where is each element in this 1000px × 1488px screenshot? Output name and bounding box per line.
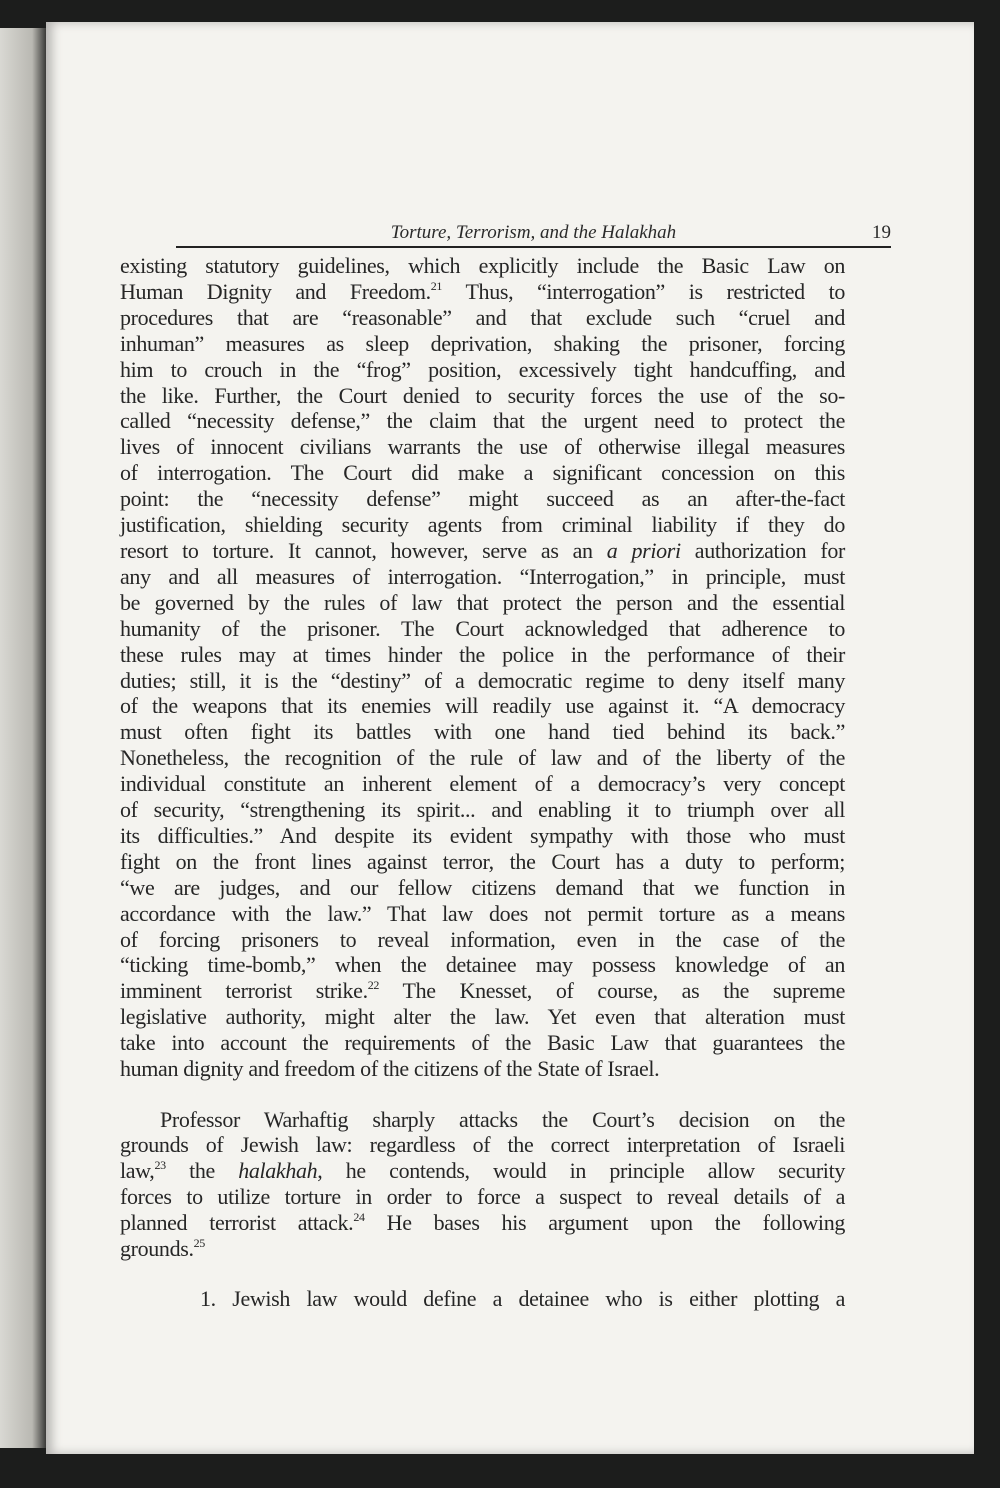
- text-run: Professor Warhaftig sharply attacks the Court’s decision on the: [160, 1106, 845, 1132]
- text-run: grounds of Jewish law: regardless of the correct interpretation of Israeli: [120, 1132, 845, 1158]
- text-run: its difficulties.” And despite its evident sympathy with those who must: [120, 822, 845, 848]
- text-run: duties; still, it is the “destiny” of a democratic regime to deny itself many: [120, 667, 845, 693]
- text-run: existing statutory guidelines, which explicitly include the Basic Law on: [120, 253, 845, 278]
- text-line: [120, 901, 845, 927]
- text-run: , he contends, would in principle allow security: [317, 1158, 845, 1184]
- text-run: imminent terrorist strike.: [120, 978, 368, 1004]
- text-line: [120, 331, 845, 357]
- text-line: [120, 1210, 845, 1236]
- text-line: [120, 305, 845, 331]
- text-run: lives of innocent civilians warrants the use of otherwise illegal measures: [120, 434, 845, 460]
- text-run: law,: [120, 1158, 155, 1184]
- text-line: [120, 1030, 845, 1056]
- footnote-marker[interactable]: 22: [367, 978, 380, 993]
- body-text: [120, 253, 845, 1337]
- text-run: procedures that are “reasonable” and that exclude such “cruel and: [120, 304, 845, 330]
- text-run: individual constitute an inherent element of a democracy’s very concept: [120, 771, 845, 797]
- text-line: [120, 279, 845, 305]
- text-line: [120, 823, 845, 849]
- text-run: of forcing prisoners to reveal information, even in the case of the: [120, 926, 845, 952]
- text-line: [120, 564, 845, 590]
- text-line: [120, 1158, 845, 1184]
- text-line: [120, 383, 845, 409]
- text-run: authorization for: [680, 537, 845, 563]
- running-head: [176, 222, 891, 248]
- text-run: Thus, “interrogation” is restricted to: [442, 278, 845, 304]
- text-line: [120, 952, 845, 978]
- text-line: [120, 745, 845, 771]
- text-run: him to crouch in the “frog” position, excessively tight handcuffing, and: [120, 356, 845, 382]
- text-line: [120, 1286, 845, 1312]
- text-run: any and all measures of interrogation. “Interrogation,” in principle, must: [120, 563, 845, 589]
- text-line: [120, 849, 845, 875]
- text-run: the like. Further, the Court denied to security forces the use of the so-: [120, 382, 845, 408]
- text-line: [120, 719, 845, 745]
- text-run: justification, shielding security agents from criminal liability if they do: [120, 512, 845, 538]
- footnote-marker[interactable]: 25: [193, 1236, 205, 1251]
- text-run: the: [165, 1158, 239, 1184]
- text-line: [120, 875, 845, 901]
- text-run: “we are judges, and our fellow citizens demand that we function in: [120, 874, 845, 900]
- text-line: [120, 408, 845, 434]
- page-number: 19: [872, 222, 891, 243]
- text-run: forces to utilize torture in order to force a suspect to reveal details of a: [120, 1184, 845, 1210]
- text-run: accordance with the law.” That law does not permit torture as a means: [120, 900, 845, 926]
- text-run: Nonetheless, the recognition of the rule of law and of the liberty of the: [120, 745, 845, 771]
- text-line: [120, 253, 845, 279]
- text-run: inhuman” measures as sleep deprivation, shaking the prisoner, forcing: [120, 330, 845, 356]
- text-line: [120, 512, 845, 538]
- adjacent-page-edge: [0, 28, 46, 1448]
- text-line: [120, 486, 845, 512]
- text-line: [120, 1004, 845, 1030]
- text-line: [120, 460, 845, 486]
- text-run: these rules may at times hinder the police in the performance of their: [120, 641, 845, 667]
- text-line: [120, 616, 845, 642]
- text-run: humanity of the prisoner. The Court acknowledged that adherence to: [120, 615, 845, 641]
- italic-term: halakhah: [238, 1158, 318, 1184]
- text-line: [120, 590, 845, 616]
- text-line: [120, 1236, 845, 1262]
- text-line: [120, 668, 845, 694]
- text-line: [120, 978, 845, 1004]
- text-run: of interrogation. The Court did make a significant concession on this: [120, 460, 845, 486]
- text-run: “ticking time-bomb,” when the detainee may possess knowledge of an: [120, 952, 845, 978]
- text-run: He bases his argument upon the following: [364, 1210, 845, 1236]
- text-run: called “necessity defense,” the claim that the urgent need to protect the: [120, 408, 845, 434]
- text-run: legislative authority, might alter the law. Yet even that alteration must: [120, 1004, 845, 1030]
- text-line: [120, 797, 845, 823]
- text-run: point: the “necessity defense” might succeed as an after-the-fact: [120, 486, 845, 512]
- footnote-marker[interactable]: 21: [430, 278, 443, 293]
- text-run: be governed by the rules of law that protect the person and the essential: [120, 589, 845, 615]
- text-line: [120, 1107, 845, 1133]
- footnote-marker[interactable]: 23: [154, 1158, 166, 1173]
- text-line: [120, 927, 845, 953]
- text-run: resort to torture. It cannot, however, serve as an: [120, 537, 607, 563]
- text-run: 1. Jewish law would define a detainee who is either plotting a: [200, 1286, 845, 1312]
- text-line: [120, 642, 845, 668]
- running-title: Torture, Terrorism, and the Halakhah: [390, 222, 677, 243]
- footnote-marker[interactable]: 24: [353, 1210, 365, 1225]
- text-run: The Knesset, of course, as the supreme: [379, 978, 845, 1004]
- italic-term: a priori: [606, 537, 681, 563]
- text-line: [120, 771, 845, 797]
- text-run: Human Dignity and Freedom.: [120, 278, 431, 304]
- text-line: [120, 1184, 845, 1210]
- paragraph: [120, 1107, 845, 1262]
- text-run: must often fight its battles with one hand tied behind its back.”: [120, 719, 845, 745]
- text-line: [120, 693, 845, 719]
- text-run: fight on the front lines against terror, the Court has a duty to perform;: [120, 848, 845, 874]
- text-run: human dignity and freedom of the citizens of the State of Israel.: [120, 1056, 660, 1082]
- text-line: [120, 434, 845, 460]
- text-run: take into account the requirements of the Basic Law that guarantees the: [120, 1030, 845, 1056]
- text-line: [120, 538, 845, 564]
- text-line: [120, 1056, 845, 1082]
- text-run: planned terrorist attack.: [120, 1210, 354, 1236]
- paragraph: [120, 1286, 845, 1312]
- text-run: of the weapons that its enemies will readily use against it. “A democracy: [120, 693, 845, 719]
- text-run: of security, “strengthening its spirit... and enabling it to triumph over all: [120, 797, 845, 823]
- paragraph: [120, 253, 845, 1082]
- text-line: [120, 1132, 845, 1158]
- text-line: [120, 357, 845, 383]
- text-run: grounds.: [120, 1236, 194, 1262]
